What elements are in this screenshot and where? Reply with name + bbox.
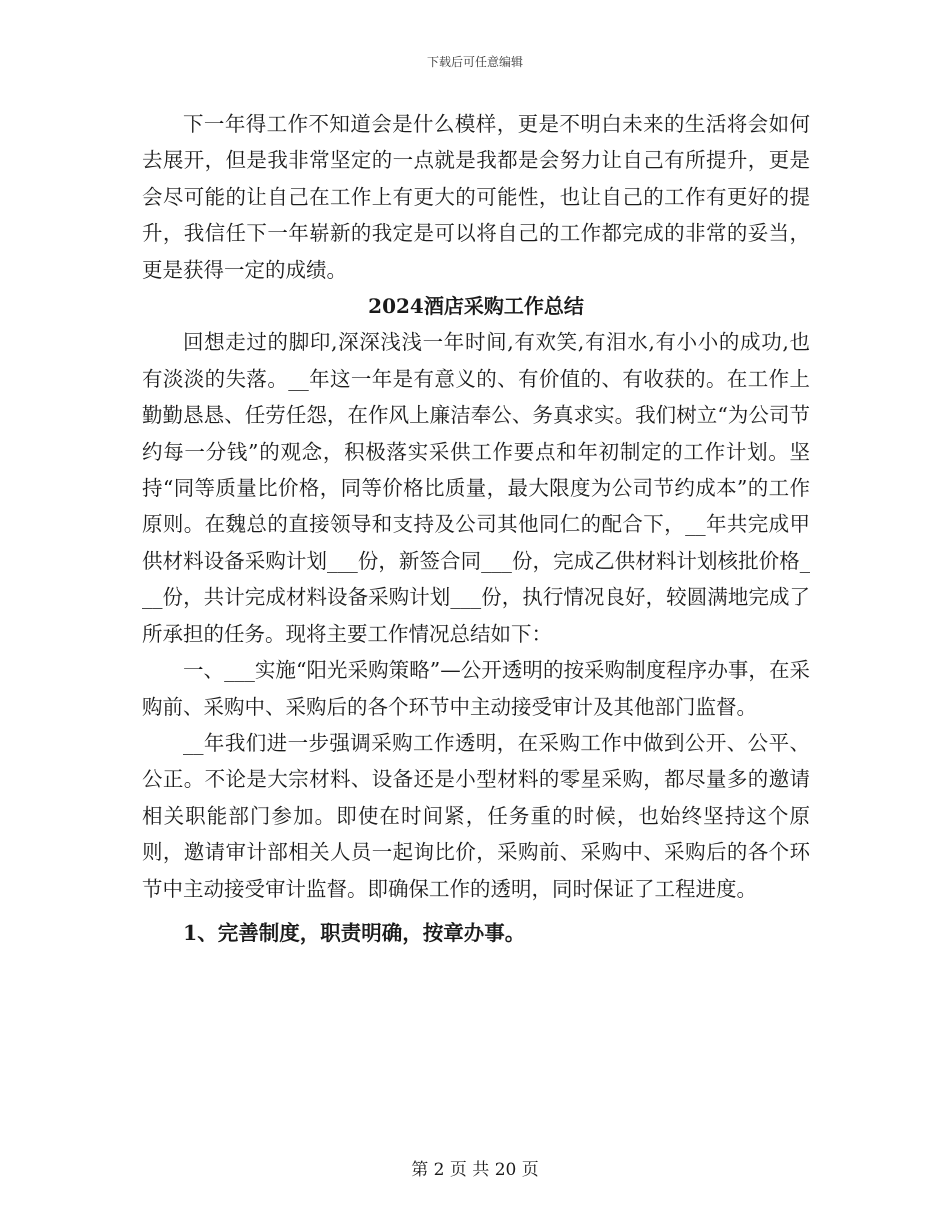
- document-title: 2024酒店采购工作总结: [368, 294, 584, 319]
- document-body: [142, 106, 810, 951]
- bold-item-heading: 1、完善制度，职责明确，按章办事。: [183, 920, 526, 945]
- transparency-paragraph: __年我们进一步强调采购工作透明，在采购工作中做到公开、公平、公正。不论是大宗材料、设备还是小型材料的零星采购，都尽量多的邀请相关职能部门参加。即使在时间紧，任务重的时候，也始终坚持这个原则，邀请审计部相关人员一起询比价，采购前、采购中、采购后的各个环节中主动接受审计监督。即确保工作的透明，同时保证了工程进度。: [142, 730, 810, 901]
- summary-paragraph: 回想走过的脚印,深深浅浅一年时间,有欢笑,有泪水,有小小的成功,也有淡淡的失落。__年这一年是有意义的、有价值的、有收获的。在工作上勤勤恳恳、任劳任怨，在作风上廉洁奉公、务真求实。我们树立“为公司节约每一分钱”的观念，积极落实采供工作要点和年初制定的工作计划。坚持“同等质量比价格，同等价格比质量，最大限度为公司节约成本”的工作原则。在魏总的直接领导和支持及公司其他同仁的配合下，__年共完成甲供材料设备采购计划___份，新签合同___份，完成乙供材料计划核批价格___份，共计完成材料设备采购计划___份，执行情况良好，较圆满地完成了所承担的任务。现将主要工作情况总结如下：: [142, 330, 810, 646]
- page-header-note: 下载后可任意编辑: [426, 55, 523, 69]
- intro-paragraph: 下一年得工作不知道会是什么模样，更是不明白未来的生活将会如何去展开，但是我非常坚定的一点就是我都是会努力让自己有所提升，更是会尽可能的让自己在工作上有更大的可能性，也让自己的工作有更好的提升，我信任下一年崭新的我定是可以将自己的工作都完成的非常的妥当，更是获得一定的成绩。: [142, 112, 810, 282]
- page-number: 第 2 页 共 20 页: [411, 1160, 539, 1180]
- section-one-paragraph: 一、___实施“阳光采购策略”—公开透明的按采购制度程序办事，在采购前、采购中、采购后的各个环节中主动接受审计及其他部门监督。: [142, 658, 810, 719]
